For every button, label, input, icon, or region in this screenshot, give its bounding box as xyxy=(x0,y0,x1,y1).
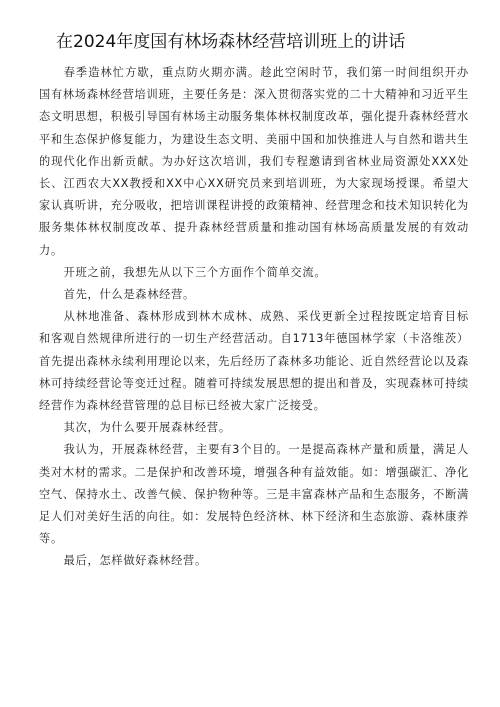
paragraph-heading-first: 首先，什么是森林经营。 xyxy=(63,288,195,302)
paragraph-heading-last: 最后，怎样做好森林经营。 xyxy=(63,554,207,568)
paragraph-intro: 春季造林忙方歇，重点防火期亦满。趁此空闲时节，我们第一时间组织开办国有林场森林经营培训班，主要任务是：深入贯彻落实党的二十大精神和习近平生态文明思想，积极引导国有林场主动服务集体林权制度改革，强化提升森林经营水平和生态保护修复能力，为建设生态文明、美丽中国和加快推进人与自然和谐共生的现代化作出新贡献。为办好这次培训，我们专程邀请到省林业局资源处XXX处长、江西农大XX教授和XX中心XX研究员来到培训班，为大家现场授课。希望大家认真听讲，充分吸收，把培训课程讲授的政策精神、经营理念和技术知识转化为服务集体林权制度改革、提升森林经营质量和推动国有林场高质量发展的有效动力。 xyxy=(39,66,469,257)
paragraph-heading-second: 其次，为什么要开展森林经营。 xyxy=(63,421,231,435)
document-body xyxy=(39,62,469,573)
paragraph-definition: 从林地准备、森林形成到林木成林、成熟、采伐更新全过程按既定培育目标和客观自然规律所进行的一切生产经营活动。自1713年德国林学家（卡洛维茨）首先提出森林永续利用理论以来，先后经历了森林多功能论、近自然经营论以及森林可持续经营论等变迁过程。随着可持续发展思想的提出和普及，实现森林可持续经营作为森林经营管理的总目标已经被大家广泛接受。 xyxy=(39,310,469,413)
document-title: 在2024年度国有林场森林经营培训班上的讲话 xyxy=(56,32,406,52)
paragraph-purposes: 我认为，开展森林经营，主要有3个目的。一是提高森林产量和质量，满足人类对木材的需求。二是保护和改善环境，增强各种有益效能。如：增强碳汇、净化空气、保持水土、改善气候、保护物种等。三是丰富森林产品和生态服务，不断满足人们对美好生活的向往。如：发展特色经济林、林下经济和生态旅游、森林康养等。 xyxy=(39,443,469,546)
paragraph-outline: 开班之前，我想先从以下三个方面作个简单交流。 xyxy=(63,265,327,279)
